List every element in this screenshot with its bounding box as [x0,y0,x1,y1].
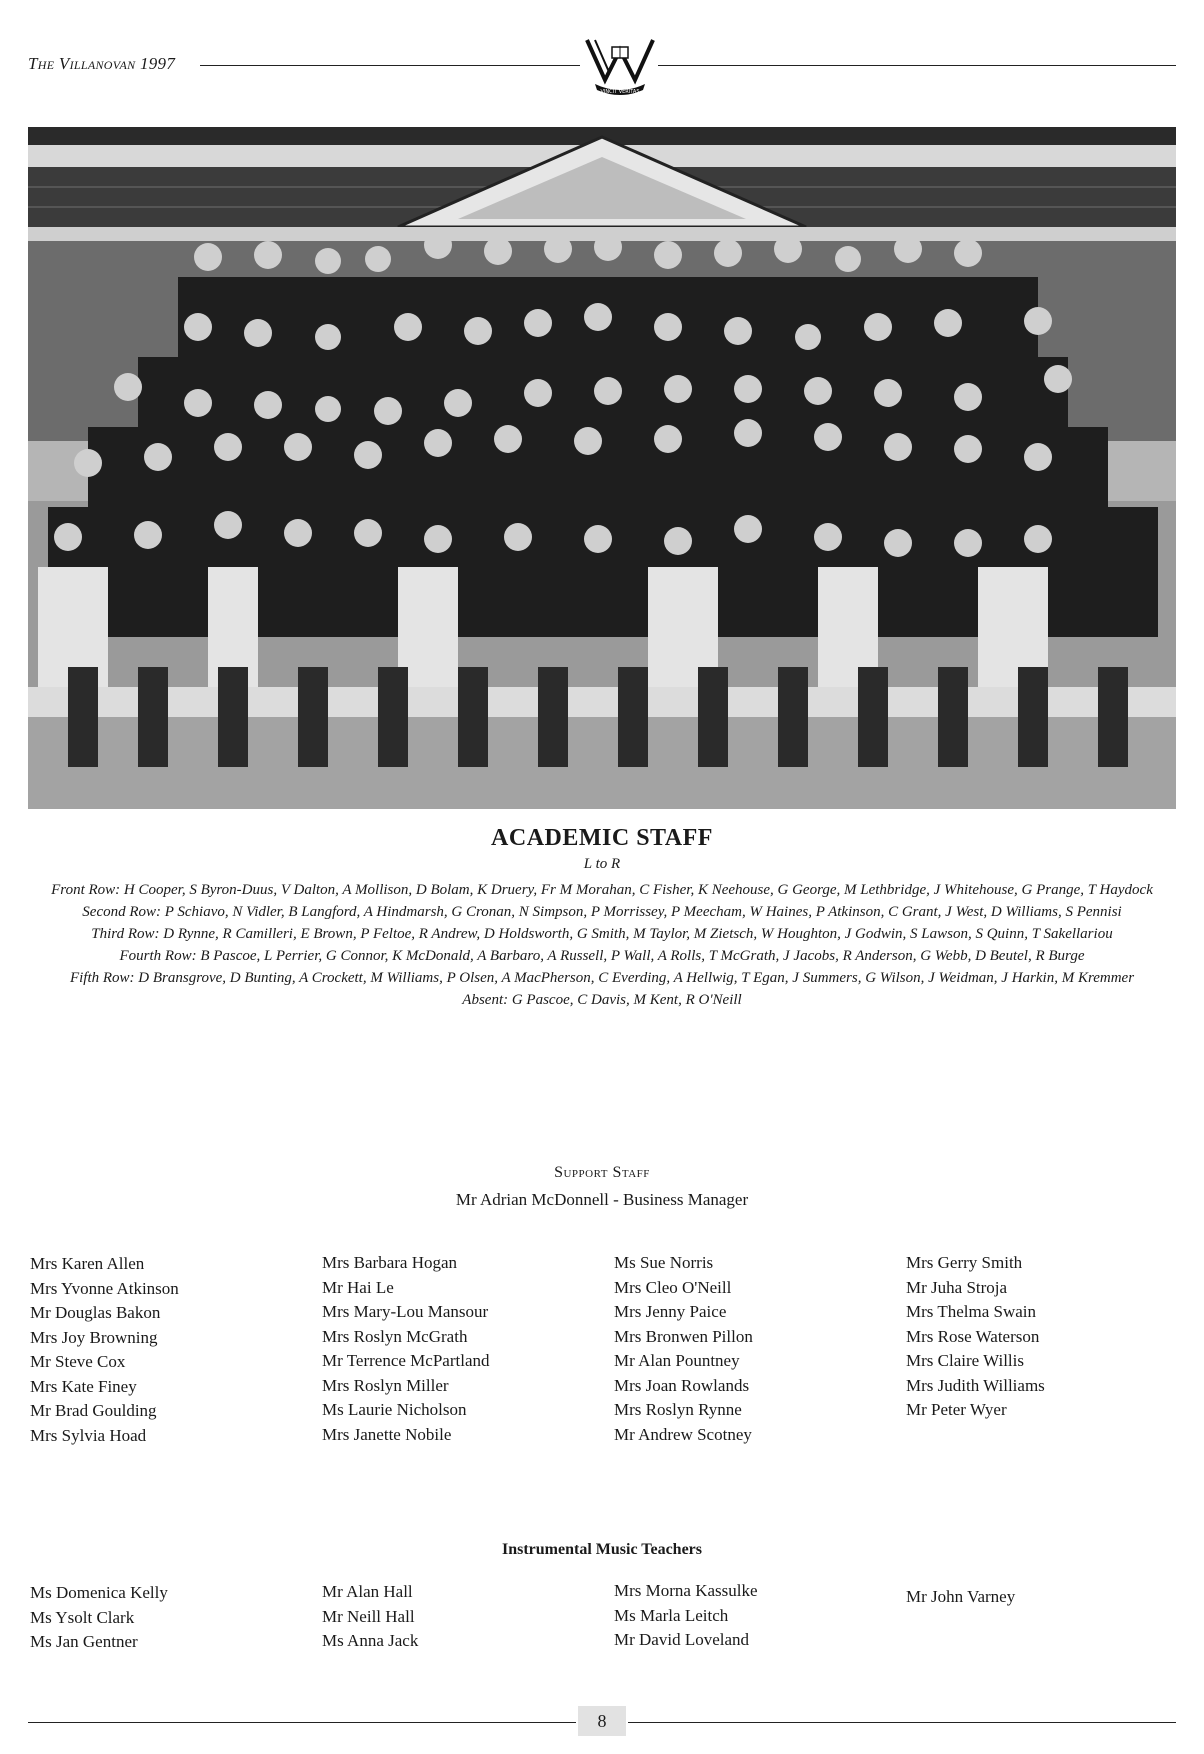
list-item: Mr Douglas Bakon [30,1303,161,1322]
list-item: Ms Domenica Kelly [30,1583,168,1602]
school-crest-icon [583,34,657,98]
page-header [28,34,1176,104]
list-item: Mrs Joan Rowlands [614,1375,750,1395]
publication-title: The Villanovan 1997 [28,54,176,73]
music-column-2 [322,1580,418,1654]
fifth-row-names: Fifth Row: D Bransgrove, D Bunting, A Crockett, M Williams, P Olsen, A MacPherson, C Everding, A Hellwig, T Egan, J Summers, G Wilson, J Weidman, J Harkin, M Kremmer [69,970,1135,986]
music-column-4 [906,1585,1015,1610]
list-item: Mrs Yvonne Atkinson [30,1278,179,1298]
list-item: Mrs Morna Kassulke [614,1581,758,1600]
list-item: Mrs Gerry Smith [906,1253,1023,1272]
list-item: Mrs Roslyn McGrath [322,1326,468,1346]
list-item: Mr Andrew Scotney [614,1424,752,1444]
music-column-3 [614,1579,758,1653]
group-photo-icon [28,127,1176,809]
support-staff-title: Support Staff [554,1164,650,1181]
list-item: Mrs Barbara Hogan [322,1253,458,1272]
list-item: Mrs Cleo O'Neill [614,1277,732,1297]
list-item: Ms Anna Jack [322,1631,419,1650]
music-column-1 [30,1581,168,1655]
footer-rule-left [28,1722,576,1723]
list-item: Mrs Thelma Swain [906,1302,1037,1321]
header-rule-left [200,65,580,66]
list-item: Mrs Bronwen Pillon [614,1326,753,1346]
list-item: Mr Alan Pountney [614,1351,740,1370]
list-item: Mr Brad Goulding [30,1401,157,1420]
absent-names: Absent: G Pascoe, C Davis, M Kent, R O'Neill [462,992,742,1008]
list-item: Mr Terrence McPartland [322,1351,490,1370]
list-item: Mrs Judith Williams [906,1375,1045,1395]
list-item: Mr Hai Le [322,1277,394,1297]
list-item: Mrs Rose Waterson [906,1326,1040,1346]
list-item: Mrs Jenny Paice [614,1302,727,1321]
business-manager: Mr Adrian McDonnell - Business Manager [455,1190,749,1209]
list-item: Mrs Sylvia Hoad [30,1425,147,1445]
list-item: Mrs Karen Allen [30,1254,145,1273]
second-row-names: Second Row: P Schiavo, N Vidler, B Langford, A Hindmarsh, G Cronan, N Simpson, P Morrissey, P Meecham, W Haines, P Atkinson, C Grant, J West, D Williams, S Pennisi [82,904,1122,920]
header-rule-right [658,65,1176,66]
list-item: Ms Sue Norris [614,1253,714,1272]
support-column-3 [614,1251,753,1447]
list-item: Mrs Kate Finey [30,1376,137,1396]
list-item: Mr Steve Cox [30,1352,126,1371]
list-item: Mr Alan Hall [322,1582,413,1601]
list-item: Mr David Loveland [614,1630,750,1649]
support-column-4 [906,1251,1045,1423]
third-row-names: Third Row: D Rynne, R Camilleri, E Brown, P Feltoe, R Andrew, D Holdsworth, G Smith, M Taylor, M Zietsch, W Houghton, J Godwin, S Lawson, S Quinn, T Sakellariou [91,926,1113,942]
front-row-names: Front Row: H Cooper, S Byron-Duus, V Dalton, A Mollison, D Bolam, K Druery, Fr M Morahan, C Fisher, K Neehouse, G George, M Lethbridge, J Whitehouse, G Prange, T Haydock [51,882,1153,898]
list-item: Mrs Roslyn Rynne [614,1400,742,1419]
list-item: Mrs Claire Willis [906,1351,1024,1370]
list-item: Ms Marla Leitch [614,1605,729,1625]
list-item: Ms Jan Gentner [30,1632,138,1651]
academic-staff-rows [40,879,1164,1011]
footer-rule-right [628,1722,1176,1723]
support-column-2 [322,1251,490,1447]
list-item: Mrs Janette Nobile [322,1424,452,1444]
list-item: Mrs Joy Browning [30,1327,158,1347]
academic-staff-title: ACADEMIC STAFF [491,825,713,851]
left-to-right-note: L to R [583,856,621,872]
list-item: Mr Peter Wyer [906,1400,1007,1419]
list-item: Mr Juha Stroja [906,1277,1008,1297]
staff-photo [28,127,1176,809]
list-item: Mr John Varney [906,1587,1016,1606]
page-number: 8 [578,1706,626,1736]
list-item: Ms Laurie Nicholson [322,1400,467,1419]
list-item: Mr Neill Hall [322,1606,415,1626]
support-column-1 [30,1252,179,1448]
crest-motto: VINCIT VERITAS [600,89,640,95]
fourth-row-names: Fourth Row: B Pascoe, L Perrier, G Connor, K McDonald, A Barbaro, A Russell, P Wall, A Rolls, T McGrath, J Jacobs, R Anderson, G Webb, D Beutel, R Burge [119,948,1085,964]
list-item: Mrs Mary-Lou Mansour [322,1302,489,1321]
music-teachers-title: Instrumental Music Teachers [502,1541,702,1558]
list-item: Mrs Roslyn Miller [322,1375,449,1395]
list-item: Ms Ysolt Clark [30,1607,135,1627]
